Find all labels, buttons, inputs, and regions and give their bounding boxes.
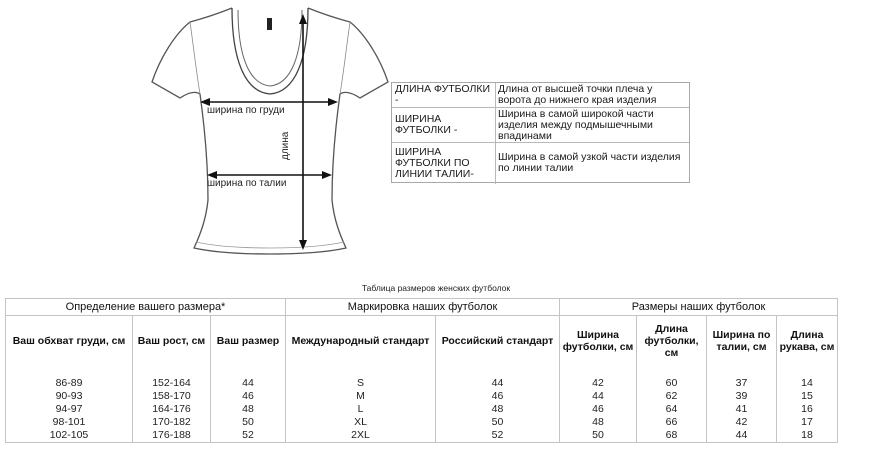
column-header: Ваш рост, см [133, 316, 211, 366]
table-title: Таблица размеров женских футболок [361, 283, 511, 293]
group-header: Размеры наших футболок [560, 299, 838, 316]
table-cell: 52 [211, 429, 286, 443]
chest-width-label: ширина по груди [207, 105, 285, 116]
table-cell: 52 [436, 429, 560, 443]
table-cell: 39 [707, 390, 777, 403]
group-header: Определение вашего размера* [6, 299, 286, 316]
table-cell: 170-182 [133, 416, 211, 429]
table-cell: 62 [637, 390, 707, 403]
column-header: Российский стандарт [436, 316, 560, 366]
table-cell: 42 [707, 416, 777, 429]
table-cell: 17 [777, 416, 838, 429]
table-cell: 44 [211, 377, 286, 390]
definition-row [392, 83, 689, 107]
table-cell: 176-188 [133, 429, 211, 443]
table-row [6, 377, 838, 390]
table-group-header [6, 299, 838, 316]
table-cell: 44 [707, 429, 777, 443]
table-cell: XL [286, 416, 436, 429]
column-header: Длина рукава, см [777, 316, 838, 366]
table-cell: 41 [707, 403, 777, 416]
column-header: Международный стандарт [286, 316, 436, 366]
table-cell: 50 [211, 416, 286, 429]
table-cell: 90-93 [6, 390, 133, 403]
table-cell: 50 [560, 429, 637, 443]
table-row [6, 416, 838, 429]
table-row [6, 403, 838, 416]
table-cell: M [286, 390, 436, 403]
table-cell: 158-170 [133, 390, 211, 403]
tshirt-illustration [150, 0, 390, 262]
column-header: Ширина футболки, см [560, 316, 637, 366]
table-cell: 152-164 [133, 377, 211, 390]
table-cell: 18 [777, 429, 838, 443]
table-cell: 48 [560, 416, 637, 429]
table-cell: 48 [436, 403, 560, 416]
table-cell: 44 [436, 377, 560, 390]
column-header: Ваш размер [211, 316, 286, 366]
definition-term: ШИРИНА ФУТБОЛКИ - [395, 113, 458, 136]
table-cell: L [286, 403, 436, 416]
definition-description: Ширина в самой узкой части изделия по линии талии [498, 151, 681, 174]
table-spacer-row [6, 365, 838, 377]
group-header: Маркировка наших футболок [286, 299, 560, 316]
table-cell: 98-101 [6, 416, 133, 429]
table-cell: 14 [777, 377, 838, 390]
table-row [6, 390, 838, 403]
table-cell: 16 [777, 403, 838, 416]
table-cell: 15 [777, 390, 838, 403]
definition-row [392, 142, 689, 184]
tshirt-outline [152, 8, 388, 254]
table-cell: 102-105 [6, 429, 133, 443]
table-cell: S [286, 377, 436, 390]
size-table [5, 298, 838, 443]
table-cell: 64 [637, 403, 707, 416]
table-cell: 46 [211, 390, 286, 403]
definition-row [392, 107, 689, 143]
table-cell: 37 [707, 377, 777, 390]
definition-term: ДЛИНА ФУТБОЛКИ - [395, 83, 491, 106]
column-header: Ширина по талии, см [707, 316, 777, 366]
table-cell: 46 [560, 403, 637, 416]
table-cell: 44 [560, 390, 637, 403]
waist-width-label: ширина по талии [207, 178, 287, 189]
table-column-header [6, 316, 838, 366]
neck-tag [267, 18, 272, 30]
tshirt-drawing [150, 0, 390, 262]
measurement-definitions [391, 82, 690, 183]
table-cell: 48 [211, 403, 286, 416]
table-row [6, 429, 838, 443]
definition-description: Ширина в самой широкой части изделия между подмышечными впадинами [498, 108, 654, 142]
table-cell: 66 [637, 416, 707, 429]
table-cell: 86-89 [6, 377, 133, 390]
table-cell: 94-97 [6, 403, 133, 416]
table-cell: 42 [560, 377, 637, 390]
definition-term: ШИРИНА ФУТБОЛКИ ПО ЛИНИИ ТАЛИИ- [395, 146, 474, 180]
table-cell: 2XL [286, 429, 436, 443]
table-cell: 50 [436, 416, 560, 429]
table-cell: 164-176 [133, 403, 211, 416]
column-header: Длина футболки, см [637, 316, 707, 366]
table-cell: 46 [436, 390, 560, 403]
column-header: Ваш обхват груди, см [6, 316, 133, 366]
table-cell: 60 [637, 377, 707, 390]
table-cell: 68 [637, 429, 707, 443]
length-label: длина [280, 131, 291, 160]
definition-description: Длина от высшей точки плеча у ворота до нижнего края изделия [498, 83, 657, 106]
